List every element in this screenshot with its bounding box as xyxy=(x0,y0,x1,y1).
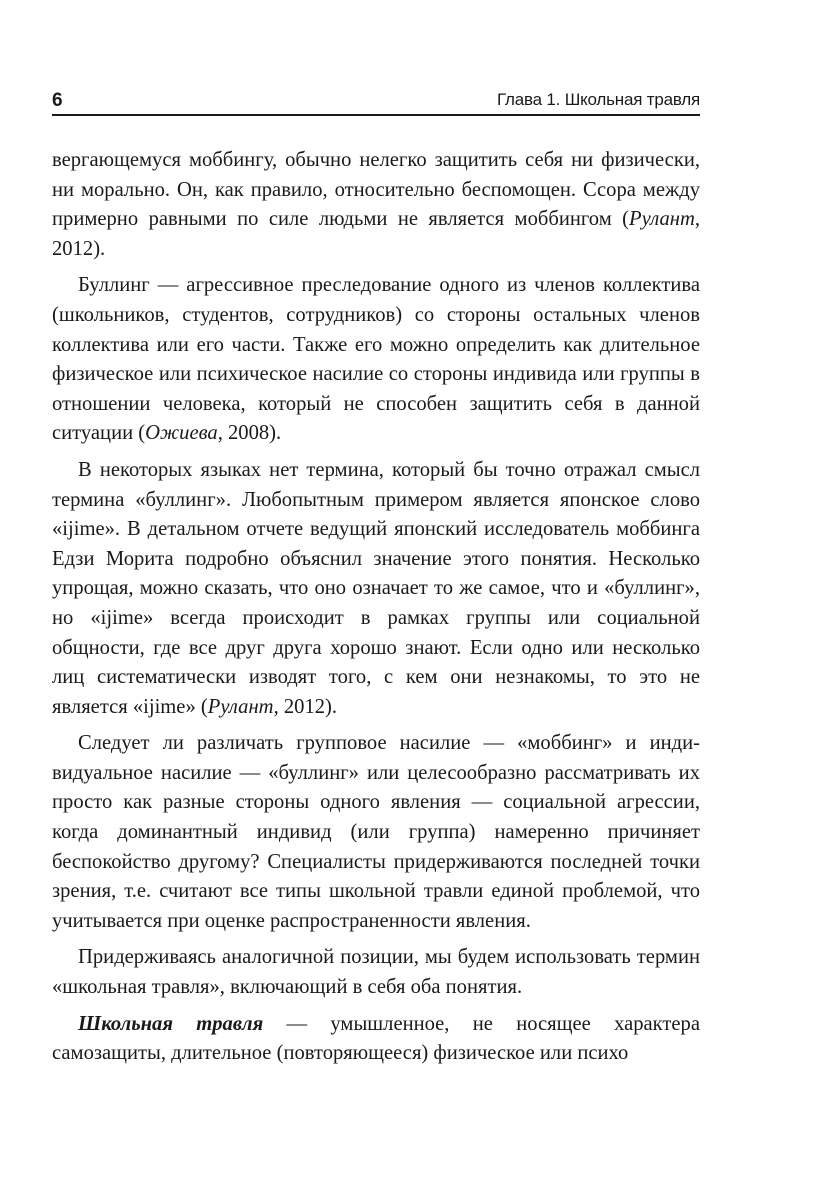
defined-term: Школьная травля xyxy=(78,1012,264,1035)
page-number: 6 xyxy=(52,90,63,111)
paragraph-5: Придерживаясь аналогичной позиции, мы будем использовать термин «школьная травля», включающий в себя оба понятия. xyxy=(52,946,700,999)
running-head xyxy=(52,86,700,116)
paragraph-1 xyxy=(52,146,700,264)
paragraph-text: Буллинг — агрессивное преследование одного из членов коллектива (школьников, студентов, сотрудников) со стороны остальных членов коллектива или его части. Также его можно определить как длительное физическое или психическое насилие со стороны индивида или группы в отношении человека, который не способен защитить себя в данной ситуации ( xyxy=(52,274,700,445)
citation-year: , 2008). xyxy=(217,422,282,445)
paragraph-text: — умышленное, не носящее характера самозащиты, длительное (повторяющееся) физическое или психо xyxy=(52,1012,700,1065)
citation-year: , 2012). xyxy=(273,695,338,718)
chapter-title: Глава 1. Школьная травля xyxy=(496,90,700,109)
paragraph-text: В некоторых языках нет термина, который бы точно отражал смысл термина «буллинг». Любопытным примером является японское слово «ijime». В детальном отчете ведущий японский исследователь моббинга Едзи Морита подробно объяснил значение этого понятия. Несколько упрощая, можно сказать, что оно означает то же самое, что и «буллинг», но «ijime» всегда происходит в рамках группы или социальной общности, где все друг друга хорошо знают. Если одно или несколько лиц систематически изводят того, с кем они незнакомы, то это не является «ijime» ( xyxy=(52,458,700,718)
paragraph-4: Следует ли различать групповое насилие — «моббинг» и индивидуальное насилие — «буллинг» или целесообразно рассматривать их просто как разные стороны одного явления — социальной агрессии, когда доминантный индивид (или группа) намеренно причиняет беспокойство другому? Специалисты придерживаются последней точки зрения, т.е. считают все типы школьной травли единой проблемой, что учитывается при оценке распространенности явления. xyxy=(52,732,700,932)
paragraph-6 xyxy=(52,1010,700,1069)
paragraph-3 xyxy=(52,456,700,722)
citation-author: Рулант xyxy=(629,208,695,231)
paragraph-text: вергающемуся моббингу, обычно нелегко защитить себя ни физически, ни морально. Он, как правило, относительно беспомощен. Ссора между примерно равными по силе людьми не является моббингом ( xyxy=(52,149,700,231)
citation-author: Ожиева xyxy=(145,422,218,445)
paragraph-2 xyxy=(52,271,700,449)
citation-author: Рулант xyxy=(207,695,274,718)
citation-year: , 2012). xyxy=(52,208,700,260)
body-text xyxy=(52,146,700,1076)
